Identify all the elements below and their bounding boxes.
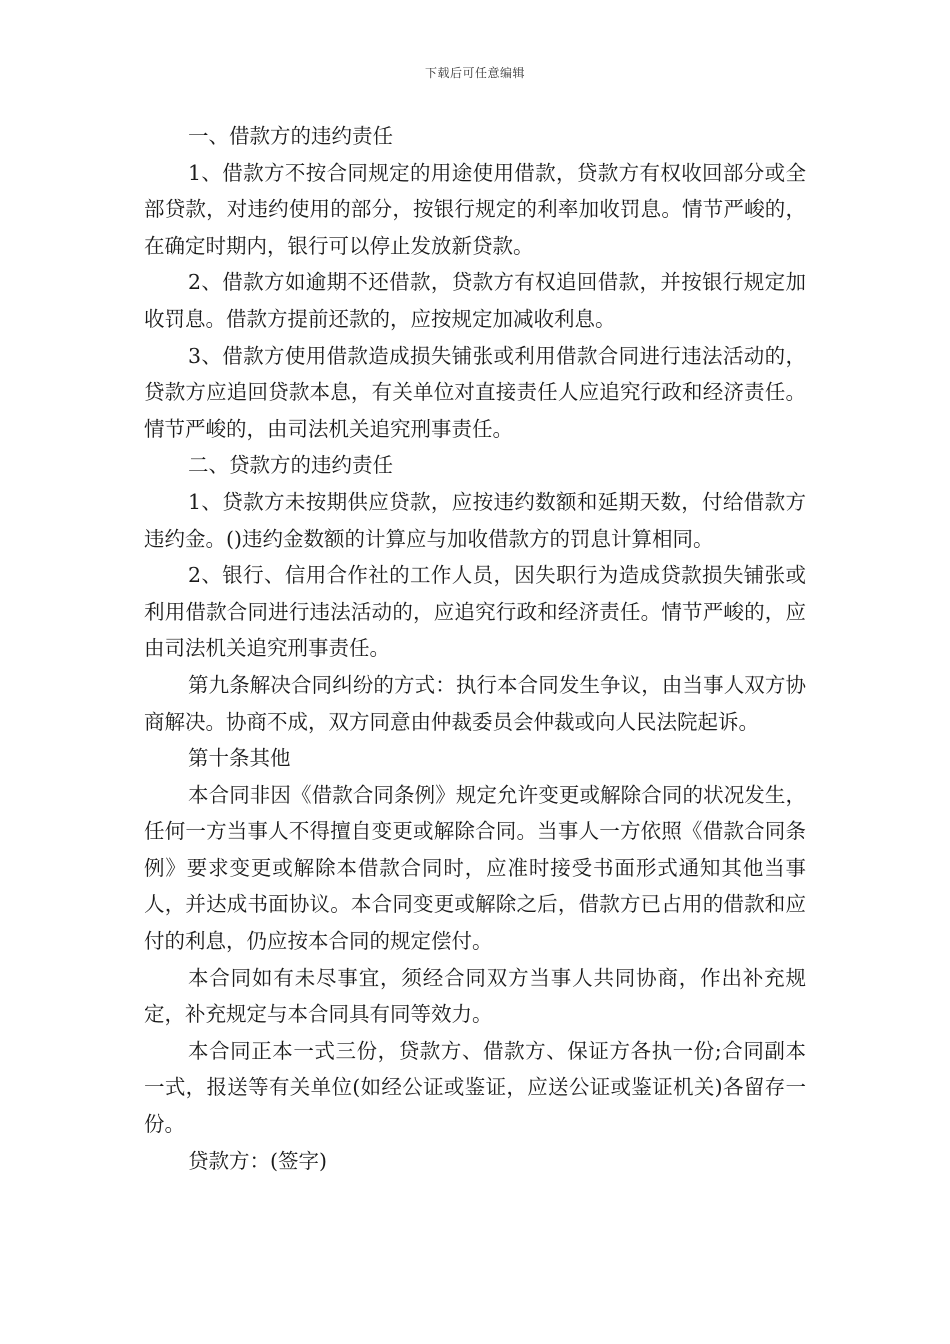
article-ten-heading: 第十条其他 [188, 746, 291, 771]
document-body [144, 118, 806, 1179]
page-header: 下载后可任意编辑 [424, 66, 525, 80]
clause-paragraph: 1、贷款方未按期供应贷款，应按违约数额和延期天数，付给借款方违约金。()违约金数额的计算应与加收借款方的罚息计算相同。 [144, 489, 806, 551]
clause-paragraph: 1、借款方不按合同规定的用途使用借款，贷款方有权收回部分或全部贷款，对违约使用的部分，按银行规定的利率加收罚息。情节严峻的，在确定时期内，银行可以停止发放新贷款。 [144, 160, 806, 258]
clause-paragraph: 2、银行、信用合作社的工作人员，因失职行为造成贷款损失铺张或利用借款合同进行违法活动的，应追究行政和经济责任。情节严峻的，应由司法机关追究刑事责任。 [144, 563, 806, 661]
article-nine-paragraph: 第九条解决合同纠纷的方式：执行本合同发生争议，由当事人双方协商解决。协商不成，双方同意由仲裁委员会仲裁或向人民法院起诉。 [144, 672, 806, 734]
section-heading-borrower-liability: 一、借款方的违约责任 [188, 124, 393, 148]
clause-paragraph: 本合同正本一式三份，贷款方、借款方、保证方各执一份;合同副本一式，报送等有关单位(如经公证或鉴证，应送公证或鉴证机关)各留存一份。 [144, 1038, 806, 1137]
clause-paragraph: 本合同如有未尽事宜，须经合同双方当事人共同协商，作出补充规定，补充规定与本合同具有同等效力。 [144, 965, 806, 1027]
clause-paragraph: 2、借款方如逾期不还借款，贷款方有权追回借款，并按银行规定加收罚息。借款方提前还款的，应按规定加减收利息。 [144, 270, 806, 331]
section-heading-lender-liability: 二、贷款方的违约责任 [188, 453, 393, 478]
clause-paragraph: 3、借款方使用借款造成损失铺张或利用借款合同进行违法活动的，贷款方应追回贷款本息，有关单位对直接责任人应追究行政和经济责任。情节严峻的，由司法机关追究刑事责任。 [144, 343, 806, 441]
clause-paragraph: 本合同非因《借款合同条例》规定允许变更或解除合同的状况发生，任何一方当事人不得擅自变更或解除合同。当事人一方依照《借款合同条例》要求变更或解除本借款合同时，应准时接受书面形式通知其他当事人，并达成书面协议。本合同变更或解除之后，借款方已占用的借款和应付的利息，仍应按本合同的规定偿付。 [144, 782, 806, 954]
lender-signature-line: 贷款方：(签字) [188, 1148, 327, 1173]
